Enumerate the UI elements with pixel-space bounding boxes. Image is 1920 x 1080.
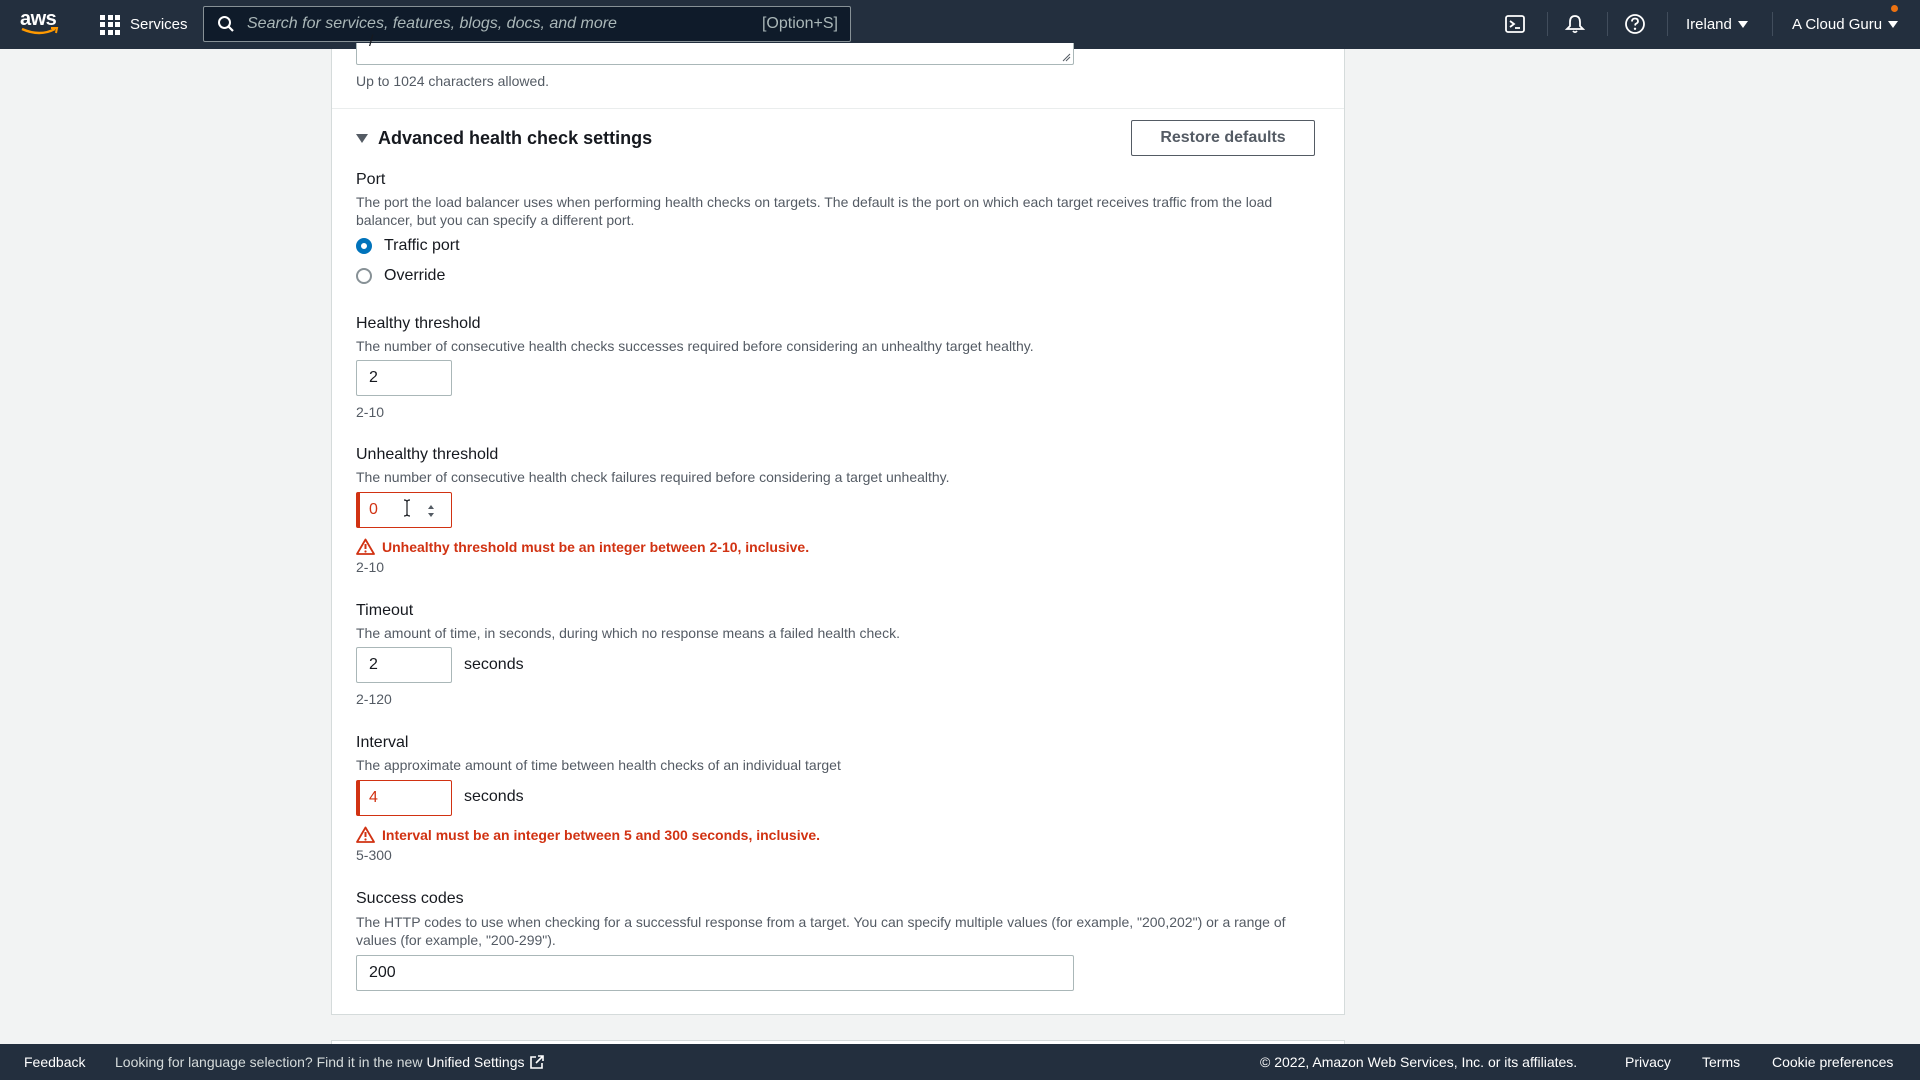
- interval-value: 4: [369, 789, 378, 806]
- error-text: Unhealthy threshold must be an integer between 2-10, inclusive.: [382, 538, 810, 555]
- feedback-link[interactable]: Feedback: [24, 1054, 86, 1070]
- unified-settings-link[interactable]: Unified Settings: [426, 1054, 525, 1070]
- interval-description: The approximate amount of time between health checks of an individual target: [356, 757, 841, 773]
- unhealthy-threshold-description: The number of consecutive health check failures required before considering a target unhealthy.: [356, 469, 950, 485]
- services-label: Services: [130, 16, 188, 33]
- smile-icon: [21, 27, 59, 36]
- language-notice: [115, 1054, 545, 1070]
- number-stepper-icon[interactable]: [426, 502, 436, 520]
- text-cursor-icon: [403, 499, 411, 517]
- services-menu-button[interactable]: [100, 0, 188, 49]
- radio-traffic-port[interactable]: [356, 237, 460, 255]
- top-navigation: [0, 0, 1920, 49]
- caret-down-icon: [1888, 21, 1898, 28]
- search-shortcut: [Option+S]: [761, 15, 838, 32]
- advanced-settings-toggle[interactable]: [356, 128, 652, 149]
- privacy-link[interactable]: Privacy: [1625, 1054, 1671, 1070]
- caret-down-icon: [356, 134, 368, 143]
- terms-link[interactable]: Terms: [1702, 1054, 1741, 1070]
- search-icon: [217, 15, 235, 33]
- unhealthy-threshold-input[interactable]: [356, 492, 452, 528]
- interval-unit: seconds: [464, 788, 524, 805]
- description-hint: Up to 1024 characters allowed.: [356, 73, 549, 89]
- resize-handle-icon[interactable]: [1062, 53, 1071, 62]
- radio-override[interactable]: [356, 267, 445, 285]
- aws-logo-text: aws: [20, 8, 57, 30]
- healthy-threshold-range: 2-10: [356, 404, 385, 420]
- port-label: Port: [356, 171, 386, 188]
- error-text: Interval must be an integer between 5 and 300 seconds, inclusive.: [382, 826, 821, 843]
- account-label: A Cloud Guru: [1792, 16, 1883, 33]
- region-selector[interactable]: [1686, 0, 1748, 49]
- interval-input[interactable]: [356, 780, 452, 816]
- interval-range: 5-300: [356, 847, 392, 863]
- bell-icon[interactable]: [1564, 13, 1586, 35]
- grid-icon: [100, 15, 120, 35]
- nav-divider: [1547, 12, 1548, 36]
- health-check-panel: [331, 33, 1345, 1015]
- radio-unselected-icon: [356, 268, 372, 284]
- restore-defaults-button[interactable]: Restore defaults: [1131, 120, 1315, 156]
- timeout-unit: seconds: [464, 656, 524, 673]
- timeout-label: Timeout: [356, 602, 414, 619]
- account-menu[interactable]: [1792, 0, 1898, 49]
- footer: [0, 1044, 1920, 1080]
- region-label: Ireland: [1686, 16, 1732, 33]
- warning-icon: [356, 826, 375, 843]
- description-value: /: [369, 33, 374, 50]
- search-placeholder: Search for services, features, blogs, docs, and more: [247, 15, 617, 32]
- description-textarea[interactable]: [356, 33, 1074, 65]
- success-codes-value: 200: [369, 964, 396, 981]
- port-description: The port the load balancer uses when performing health checks on targets. The default is the port on which each target receives traffic from the load balancer, but you can specify a different port.: [356, 194, 1273, 228]
- nav-divider: [1607, 12, 1608, 36]
- section-divider: [332, 108, 1344, 109]
- cookie-preferences-link[interactable]: Cookie preferences: [1772, 1054, 1894, 1070]
- healthy-threshold-value: 2: [369, 369, 378, 386]
- language-notice-text: Looking for language selection? Find it in the new: [115, 1054, 423, 1070]
- aws-logo[interactable]: [20, 9, 62, 39]
- timeout-range: 2-120: [356, 691, 392, 707]
- search-input[interactable]: [203, 6, 851, 42]
- cloudshell-icon[interactable]: [1504, 13, 1526, 35]
- radio-label: Traffic port: [384, 237, 460, 254]
- interval-error: [356, 826, 820, 843]
- timeout-value: 2: [369, 656, 378, 673]
- radio-label: Override: [384, 267, 446, 284]
- copyright-text: © 2022, Amazon Web Services, Inc. or its affiliates.: [1260, 1054, 1578, 1070]
- unhealthy-threshold-value: 0: [369, 501, 378, 518]
- unhealthy-threshold-label: Unhealthy threshold: [356, 446, 499, 463]
- nav-divider: [1772, 12, 1773, 36]
- interval-label: Interval: [356, 734, 409, 751]
- warning-icon: [356, 538, 375, 555]
- nav-divider: [1667, 12, 1668, 36]
- timeout-description: The amount of time, in seconds, during which no response means a failed health check.: [356, 625, 900, 641]
- success-codes-description: The HTTP codes to use when checking for a successful response from a target. You can specify multiple values (for example, "200,202") or a range of values (for example, "200-299").: [356, 914, 1286, 948]
- notification-dot: [1891, 5, 1898, 12]
- success-codes-input[interactable]: [356, 955, 1074, 991]
- caret-down-icon: [1738, 21, 1748, 28]
- help-icon[interactable]: [1624, 13, 1646, 35]
- external-link-icon[interactable]: [529, 1054, 545, 1070]
- unhealthy-threshold-range: 2-10: [356, 559, 385, 575]
- healthy-threshold-label: Healthy threshold: [356, 315, 481, 332]
- unhealthy-threshold-error: [356, 538, 809, 555]
- advanced-settings-title: Advanced health check settings: [378, 128, 653, 148]
- healthy-threshold-input[interactable]: [356, 360, 452, 396]
- success-codes-label: Success codes: [356, 890, 464, 907]
- radio-selected-icon: [356, 238, 372, 254]
- healthy-threshold-description: The number of consecutive health checks successes required before considering an unhealthy target healthy.: [356, 338, 1034, 354]
- timeout-input[interactable]: [356, 647, 452, 683]
